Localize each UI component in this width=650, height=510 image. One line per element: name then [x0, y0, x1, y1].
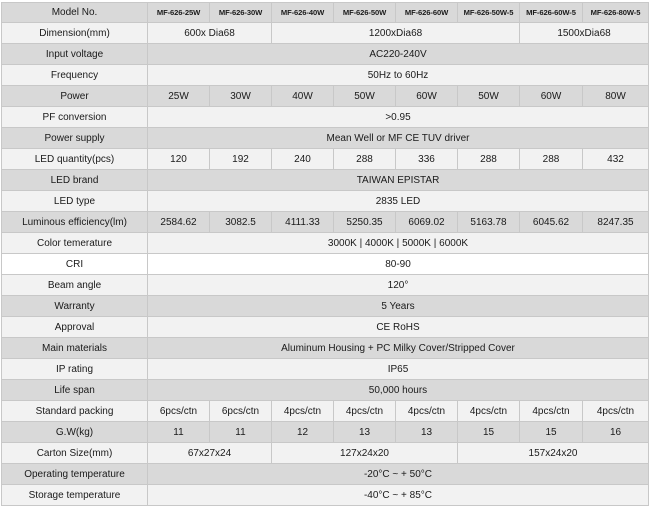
value-cell: 60W: [396, 86, 458, 107]
value-cell: 80-90: [148, 254, 649, 275]
row-power: [2, 86, 649, 107]
model-cell: MF-626-40W: [272, 3, 334, 23]
row-label: LED quantity(pcs): [2, 149, 148, 170]
spec-table: [1, 2, 649, 506]
value-cell: 50Hz to 60Hz: [148, 65, 649, 86]
value-cell: 80W: [583, 86, 649, 107]
value-cell: 120°: [148, 275, 649, 296]
value-cell: 432: [583, 149, 649, 170]
value-cell: 336: [396, 149, 458, 170]
row-life-span: [2, 380, 649, 401]
row-label: Power supply: [2, 128, 148, 149]
value-cell: >0.95: [148, 107, 649, 128]
value-cell: 5250.35: [334, 212, 396, 233]
row-led-type: [2, 191, 649, 212]
row-label: PF conversion: [2, 107, 148, 128]
value-cell: 120: [148, 149, 210, 170]
value-cell: 13: [334, 422, 396, 443]
model-cell: MF-626-50W: [334, 3, 396, 23]
row-label: Power: [2, 86, 148, 107]
value-cell: 16: [583, 422, 649, 443]
value-cell: 15: [458, 422, 520, 443]
value-cell: 11: [148, 422, 210, 443]
row-warranty: [2, 296, 649, 317]
row-pf-conversion: [2, 107, 649, 128]
row-beam-angle: [2, 275, 649, 296]
row-gross-weight: [2, 422, 649, 443]
row-operating-temperature: [2, 464, 649, 485]
row-power-supply: [2, 128, 649, 149]
row-ip-rating: [2, 359, 649, 380]
row-label: Warranty: [2, 296, 148, 317]
row-label: Color temerature: [2, 233, 148, 254]
row-label: Standard packing: [2, 401, 148, 422]
value-cell: 5163.78: [458, 212, 520, 233]
row-label: Dimension(mm): [2, 23, 148, 44]
model-cell: MF-626-60W: [396, 3, 458, 23]
row-label: Input voltage: [2, 44, 148, 65]
row-input-voltage: [2, 44, 649, 65]
value-cell: TAIWAN EPISTAR: [148, 170, 649, 191]
row-label: IP rating: [2, 359, 148, 380]
model-cell: MF-626-50W-5: [458, 3, 520, 23]
value-cell: CE RoHS: [148, 317, 649, 338]
value-cell: 4pcs/ctn: [272, 401, 334, 422]
value-cell: 600x Dia68: [148, 23, 272, 44]
model-cell: MF-626-25W: [148, 3, 210, 23]
row-carton-size: [2, 443, 649, 464]
value-cell: 67x27x24: [148, 443, 272, 464]
value-cell: 6069.02: [396, 212, 458, 233]
row-label: LED type: [2, 191, 148, 212]
row-label: Main materials: [2, 338, 148, 359]
value-cell: 50W: [334, 86, 396, 107]
row-label: Operating temperature: [2, 464, 148, 485]
value-cell: 3000K | 4000K | 5000K | 6000K: [148, 233, 649, 254]
value-cell: 288: [520, 149, 583, 170]
model-cell: MF-626-30W: [210, 3, 272, 23]
row-cri: [2, 254, 649, 275]
value-cell: 11: [210, 422, 272, 443]
value-cell: 4pcs/ctn: [583, 401, 649, 422]
value-cell: 30W: [210, 86, 272, 107]
value-cell: 4pcs/ctn: [334, 401, 396, 422]
row-standard-packing: [2, 401, 649, 422]
value-cell: 6045.62: [520, 212, 583, 233]
row-led-brand: [2, 170, 649, 191]
row-dimension: [2, 23, 649, 44]
row-approval: [2, 317, 649, 338]
row-frequency: [2, 65, 649, 86]
row-led-quantity: [2, 149, 649, 170]
value-cell: 5 Years: [148, 296, 649, 317]
value-cell: 240: [272, 149, 334, 170]
value-cell: 2584.62: [148, 212, 210, 233]
row-label: Storage temperature: [2, 485, 148, 506]
value-cell: 192: [210, 149, 272, 170]
value-cell: 4111.33: [272, 212, 334, 233]
value-cell: -20°C ~ + 50°C: [148, 464, 649, 485]
value-cell: 4pcs/ctn: [458, 401, 520, 422]
row-main-materials: [2, 338, 649, 359]
row-label: LED brand: [2, 170, 148, 191]
row-label: G.W(kg): [2, 422, 148, 443]
value-cell: 13: [396, 422, 458, 443]
value-cell: 6pcs/ctn: [148, 401, 210, 422]
value-cell: 15: [520, 422, 583, 443]
value-cell: IP65: [148, 359, 649, 380]
value-cell: 8247.35: [583, 212, 649, 233]
value-cell: 3082.5: [210, 212, 272, 233]
row-luminous-efficiency: [2, 212, 649, 233]
value-cell: 6pcs/ctn: [210, 401, 272, 422]
value-cell: 50W: [458, 86, 520, 107]
value-cell: Aluminum Housing + PC Milky Cover/Stripped Cover: [148, 338, 649, 359]
row-label: Beam angle: [2, 275, 148, 296]
row-label: Luminous efficiency(lm): [2, 212, 148, 233]
value-cell: 4pcs/ctn: [396, 401, 458, 422]
row-color-temperature: [2, 233, 649, 254]
row-model-no: [2, 3, 649, 23]
row-storage-temperature: [2, 485, 649, 506]
row-label: Model No.: [2, 3, 148, 23]
value-cell: 25W: [148, 86, 210, 107]
value-cell: 288: [334, 149, 396, 170]
row-label: Approval: [2, 317, 148, 338]
value-cell: 50,000 hours: [148, 380, 649, 401]
value-cell: 1200xDia68: [272, 23, 520, 44]
row-label: Frequency: [2, 65, 148, 86]
value-cell: -40°C ~ + 85°C: [148, 485, 649, 506]
row-label: Carton Size(mm): [2, 443, 148, 464]
value-cell: 127x24x20: [272, 443, 458, 464]
model-cell: MF-626-80W-5: [583, 3, 649, 23]
value-cell: 157x24x20: [458, 443, 649, 464]
value-cell: 2835 LED: [148, 191, 649, 212]
value-cell: 12: [272, 422, 334, 443]
value-cell: 60W: [520, 86, 583, 107]
value-cell: 1500xDia68: [520, 23, 649, 44]
row-label: CRI: [2, 254, 148, 275]
value-cell: 4pcs/ctn: [520, 401, 583, 422]
value-cell: 40W: [272, 86, 334, 107]
value-cell: Mean Well or MF CE TUV driver: [148, 128, 649, 149]
row-label: Life span: [2, 380, 148, 401]
value-cell: 288: [458, 149, 520, 170]
value-cell: AC220-240V: [148, 44, 649, 65]
model-cell: MF-626-60W-5: [520, 3, 583, 23]
